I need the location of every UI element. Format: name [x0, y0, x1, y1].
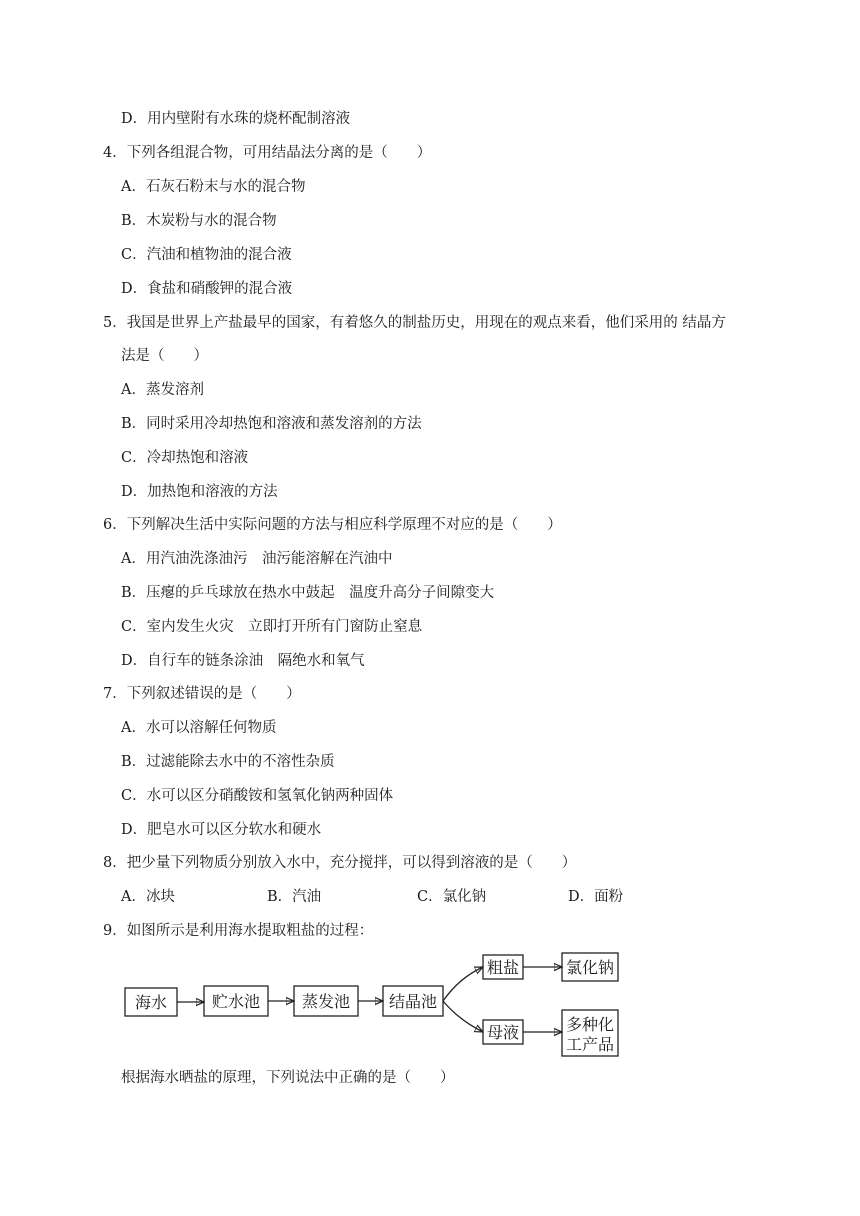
q4-option-b: B．木炭粉与水的混合物 — [121, 213, 277, 229]
label-products-line2: 工产品 — [565, 1035, 615, 1054]
box-sodium-chloride — [562, 953, 618, 981]
q6-option-a: A．用汽油洗涤油污 油污能溶解在汽油中 — [121, 551, 393, 567]
q9-follow-up: 根据海水晒盐的原理，下列说法中正确的是（ ） — [121, 1070, 455, 1086]
label-sea-water: 海水 — [134, 993, 168, 1012]
q6-option-b: B．压瘪的乒乓球放在热水中鼓起 温度升高分子间隙变大 — [121, 585, 495, 601]
box-crystallization-pool — [383, 986, 443, 1016]
label-sodium-chloride: 氯化钠 — [565, 958, 615, 977]
label-products-line1: 多种化 — [565, 1015, 615, 1034]
q7-option-d: D．肥皂水可以区分软水和硬水 — [121, 822, 322, 838]
q7-option-b: B．过滤能除去水中的不溶性杂质 — [121, 754, 335, 770]
q4-option-a: A．石灰石粉末与水的混合物 — [121, 179, 306, 195]
q8-options-row — [121, 887, 623, 907]
arrow-crystallization-to-crude-salt — [443, 967, 483, 1001]
label-crystallization-pool: 结晶池 — [388, 992, 438, 1011]
box-mother-liquor — [483, 1020, 523, 1044]
q5-option-b: B．同时采用冷却热饱和溶液和蒸发溶剂的方法 — [121, 416, 422, 432]
q5-option-d: D．加热饱和溶液的方法 — [121, 484, 278, 500]
label-evaporation-pool: 蒸发池 — [301, 992, 351, 1011]
box-crude-salt — [483, 955, 523, 979]
q5-option-a: A．蒸发溶剂 — [121, 382, 204, 398]
label-mother-liquor: 母液 — [486, 1023, 520, 1042]
q6-option-c: C．室内发生火灾 立即打开所有门窗防止窒息 — [121, 619, 423, 635]
box-sea-water — [125, 988, 177, 1016]
q8-option-d: D．面粉 — [568, 889, 624, 905]
q5-stem-line2: 法是（ ） — [121, 348, 208, 364]
q8-stem: 8．把少量下列物质分别放入水中，充分搅拌，可以得到溶液的是（ ） — [103, 855, 577, 871]
q8-option-b: B．汽油 — [267, 889, 322, 905]
q4-option-c: C．汽油和植物油的混合液 — [121, 247, 292, 263]
q4-option-d: D．食盐和硝酸钾的混合液 — [121, 281, 293, 297]
box-storage-pool — [204, 986, 268, 1016]
q3-option-d: D．用内壁附有水珠的烧杯配制溶液 — [121, 111, 351, 127]
sea-salt-flow-diagram — [121, 950, 621, 1062]
box-evaporation-pool — [294, 986, 358, 1016]
q7-stem: 7．下列叙述错误的是（ ） — [103, 686, 301, 702]
q4-stem: 4．下列各组混合物，可用结晶法分离的是（ ） — [103, 145, 432, 161]
q5-option-c: C．冷却热饱和溶液 — [121, 450, 249, 466]
q7-option-a: A．水可以溶解任何物质 — [121, 720, 277, 736]
label-storage-pool: 贮水池 — [211, 992, 261, 1011]
q5-stem-line1: 5．我国是世界上产盐最早的国家，有着悠久的制盐历史，用现在的观点来看，他们采用的 结晶方 — [103, 315, 726, 331]
box-chemical-products — [562, 1010, 618, 1056]
q8-option-c: C．氯化钠 — [417, 889, 487, 905]
q6-stem: 6．下列解决生活中实际问题的方法与相应科学原理不对应的是（ ） — [103, 517, 562, 533]
q8-option-a: A．冰块 — [121, 889, 175, 905]
label-crude-salt: 粗盐 — [486, 958, 520, 977]
q6-option-d: D．自行车的链条涂油 隔绝水和氧气 — [121, 653, 365, 669]
q9-stem: 9．如图所示是利用海水提取粗盐的过程： — [103, 923, 374, 939]
q7-option-c: C．水可以区分硝酸铵和氢氧化钠两种固体 — [121, 788, 394, 804]
arrow-crystallization-to-mother-liquor — [443, 1001, 483, 1032]
